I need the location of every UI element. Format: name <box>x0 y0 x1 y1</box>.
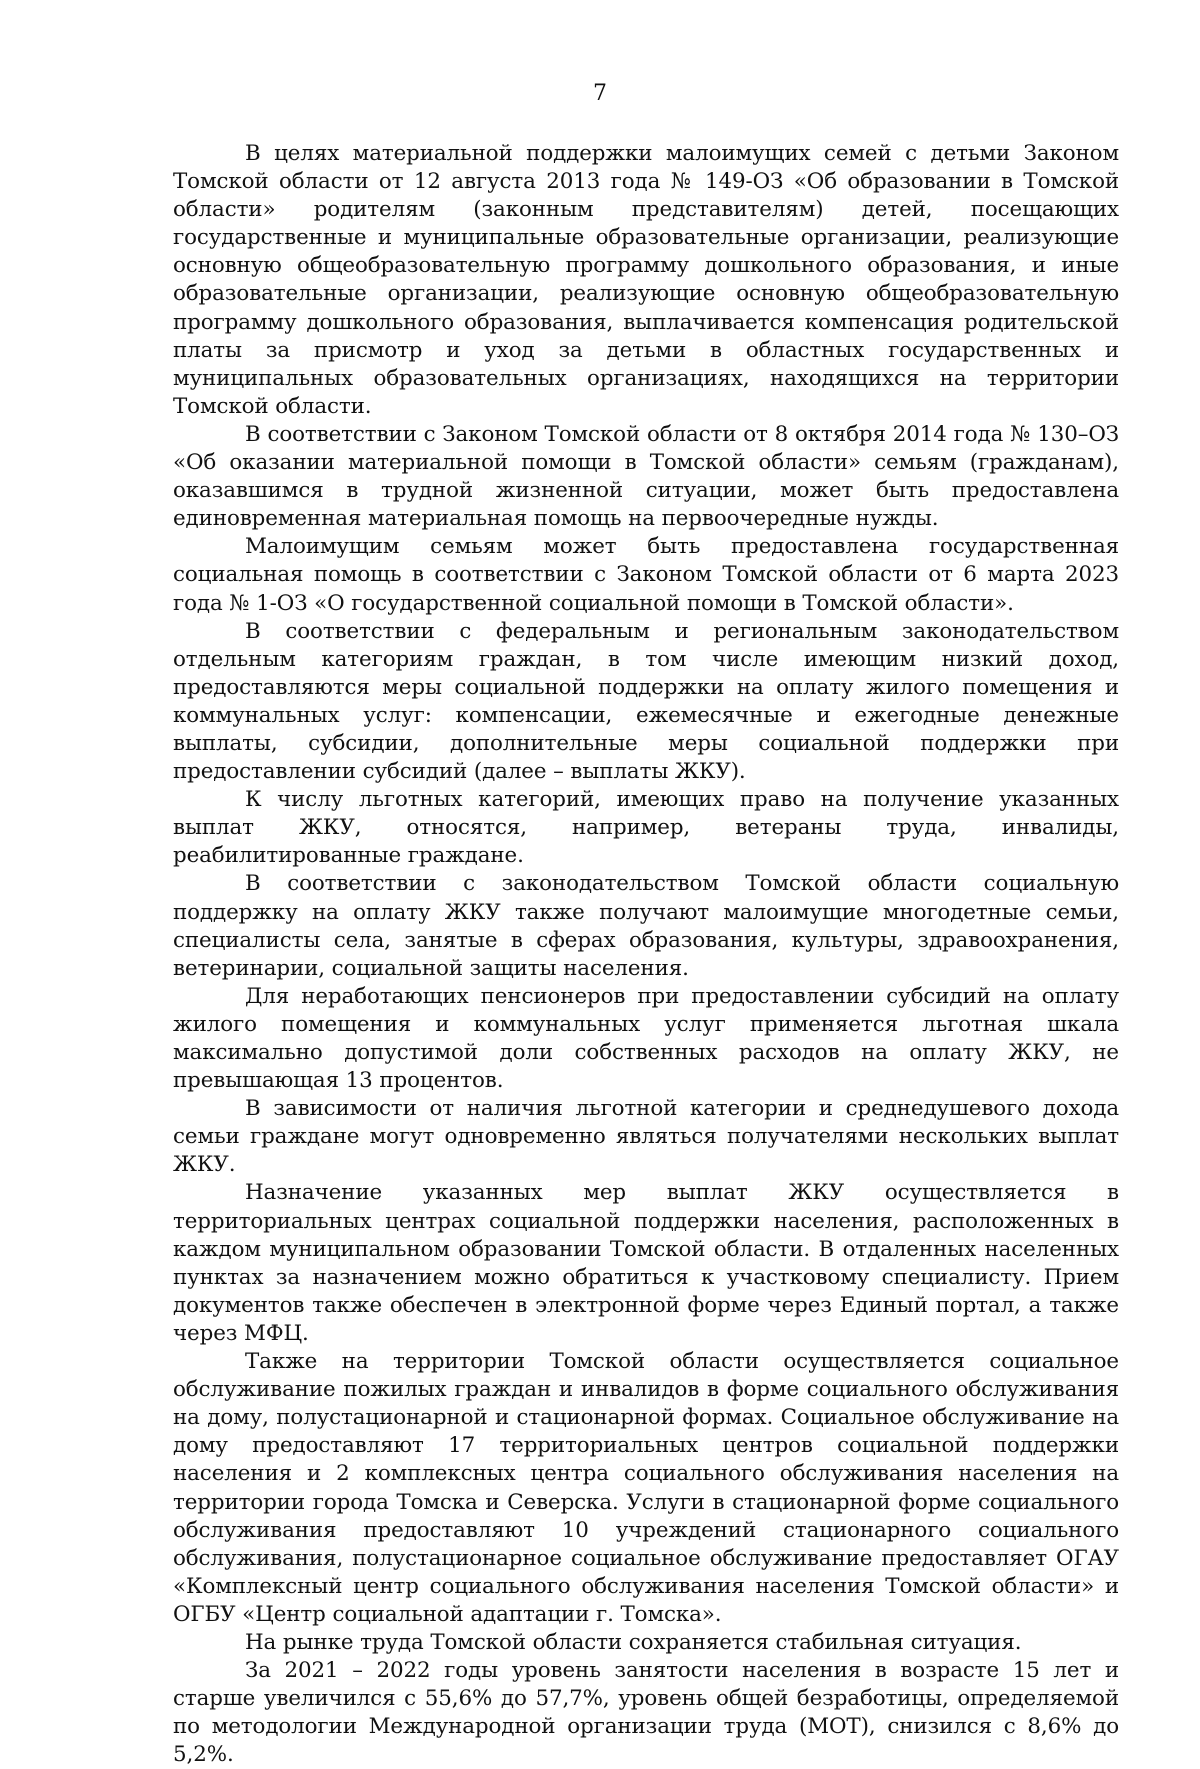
document-body <box>173 140 1119 1769</box>
paragraph-labor-market: На рынке труда Томской области сохраняется стабильная ситуация. <box>245 1629 1022 1655</box>
paragraph-pensioner-subsidy-scale: Для неработающих пенсионеров при предоставлении субсидий на оплату жилого помещения и коммунальных услуг применяется льготная шкала максимально допустимой доли собственных расходов на оплату ЖКУ, не превышающая 13 процентов. <box>173 983 1119 1094</box>
paragraph-payment-assignment: Назначение указанных мер выплат ЖКУ осуществляется в территориальных центрах социальной поддержки населения, расположенных в каждом муниципальном образовании Томской области. В отдаленных населенных пунктах за назначением можно обратиться к участковому специалисту. Прием документов также обеспечен в электронной форме через Единый портал, а также через МФЦ. <box>173 1180 1119 1346</box>
paragraph-social-services: Также на территории Томской области осуществляется социальное обслуживание пожилых граждан и инвалидов в форме социального обслуживания на дому, полустационарной и стационарной формах. Социальное обслуживание на дому предоставляют 17 территориальных центров социальной поддержки населения и 2 комплексных центра социального обслуживания населения на территории города Томска и Северска. Услуги в стационарной форме социального обслуживания предоставляют 10 учреждений стационарного социального обслуживания, полустационарное социальное обслуживание предоставляет ОГАУ «Комплексный центр социального обслуживания населения Томской области» и ОГБУ «Центр социальной адаптации г. Томска». <box>173 1349 1119 1627</box>
paragraph-privileged-categories: К числу льготных категорий, имеющих право на получение указанных выплат ЖКУ, относятся, например, ветераны труда, инвалиды, реабилитированные граждане. <box>173 787 1119 869</box>
paragraph-material-aid: В соответствии с Законом Томской области от 8 октября 2014 года № 130–ОЗ «Об оказании материальной помощи в Томской области» семьям (гражданам), оказавшимся в трудной жизненной ситуации, может быть предоставлена единовременная материальная помощь на первоочередные нужды. <box>173 421 1119 532</box>
paragraph-state-social-aid: Малоимущим семьям может быть предоставлена государственная социальная помощь в соответствии с Законом Томской области от 6 марта 2023 года № 1-ОЗ «О государственной социальной помощи в Томской области». <box>173 534 1119 616</box>
page-number: 7 <box>593 81 607 106</box>
paragraph-multiple-payments: В зависимости от наличия льготной категории и среднедушевого дохода семьи граждане могут одновременно являться получателями нескольких выплат ЖКУ. <box>173 1096 1119 1178</box>
paragraph-parent-compensation: В целях материальной поддержки малоимущих семей с детьми Законом Томской области от 12 августа 2013 года № 149-ОЗ «Об образовании в Томской области» родителям (законным представителям) детей, посещающих государственные и муниципальные образовательные организации, реализующие основную общеобразовательную программу дошкольного образования, и иные образовательные организации, реализующие основную общеобразовательную программу дошкольного образования, выплачивается компенсация родительской платы за присмотр и уход за детьми в областных государственных и муниципальных образовательных организациях, находящихся на территории Томской области. <box>173 141 1119 419</box>
paragraph-housing-support-measures: В соответствии с федеральным и региональным законодательством отдельным категориям граждан, в том числе имеющим низкий доход, предоставляются меры социальной поддержки на оплату жилого помещения и коммунальных услуг: компенсации, ежемесячные и ежегодные денежные выплаты, субсидии, дополнительные меры социальной поддержки при предоставлении субсидий (далее – выплаты ЖКУ). <box>173 618 1119 785</box>
paragraph-regional-housing-support: В соответствии с законодательством Томской области социальную поддержку на оплату ЖКУ также получают малоимущие многодетные семьи, специалисты села, занятые в сферах образования, культуры, здравоохранения, ветеринарии, социальной защиты населения. <box>173 871 1119 981</box>
paragraph-employment-stats: За 2021 – 2022 годы уровень занятости населения в возрасте 15 лет и старше увеличился с 55,6% до 57,7%, уровень общей безработицы, определяемой по методологии Международной организации труда (МОТ), снизился с 8,6% до 5,2%. <box>173 1658 1119 1768</box>
